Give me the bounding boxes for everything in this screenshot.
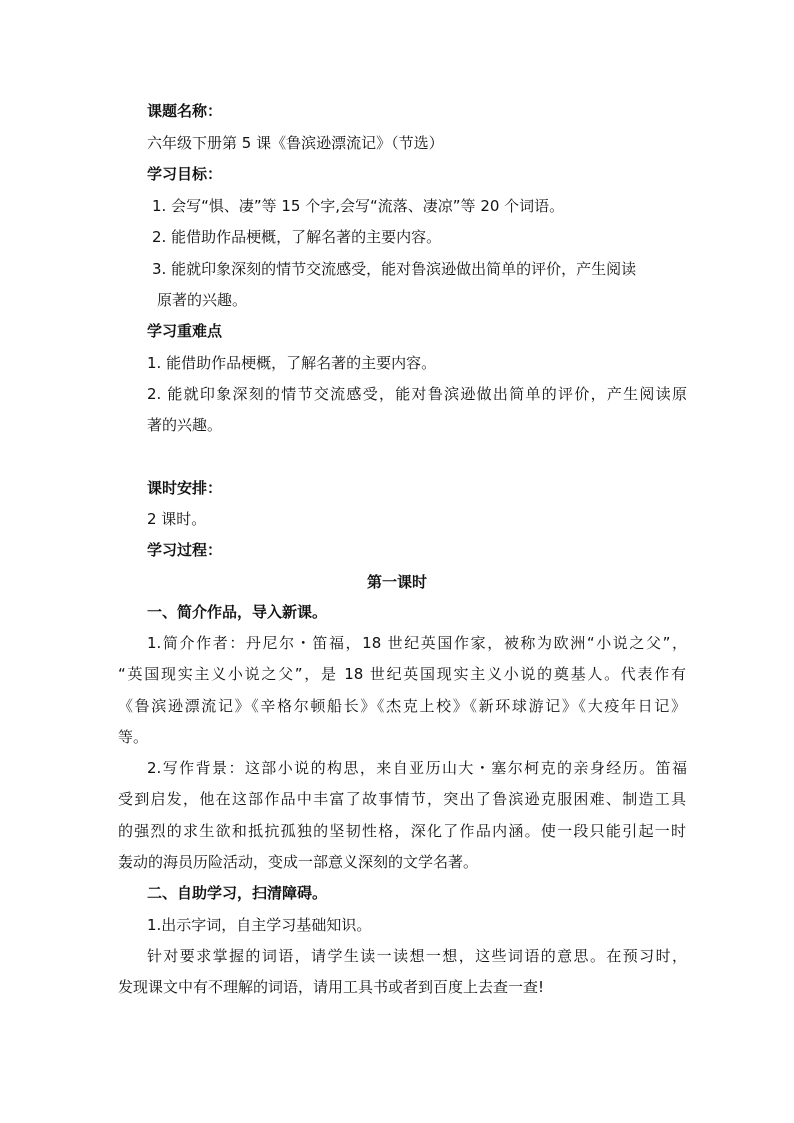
background-paragraph-line-1: 2.写作背景：这部小说的构思，来自亚历山大・塞尔柯克的亲身经历。笛福: [147, 759, 687, 777]
focus-point-2-continuation: 著的兴趣。: [147, 416, 223, 434]
background-paragraph-line-3: 的强烈的求生欲和抵抗孤独的坚韧性格，深化了作品内涵。使一段只能引起一时: [118, 822, 686, 840]
section-two-item-1: 1.出示字词，自主学习基础知识。: [147, 916, 372, 934]
instruction-paragraph-line-1: 针对要求掌握的词语，请学生读一读想一想，这些词语的意思。在预习时，: [147, 947, 687, 965]
intro-paragraph-line-1: 1.简介作者：丹尼尔・笛福，18 世纪英国作家，被称为欧洲“小说之父”，: [147, 634, 687, 652]
schedule-value: 2 课时。: [147, 510, 207, 528]
focus-heading: 学习重难点: [147, 322, 223, 340]
schedule-heading: 课时安排：: [147, 479, 223, 497]
process-heading: 学习过程：: [147, 541, 223, 559]
intro-paragraph-line-4: 等。: [118, 728, 149, 746]
instruction-paragraph-line-2: 发现课文中有不理解的词语，请用工具书或者到百度上去查一查!: [118, 978, 545, 996]
intro-paragraph-line-3: 《鲁滨逊漂流记》《辛格尔顿船长》《杰克上校》《新环球游记》《大疫年日记》: [118, 697, 686, 715]
focus-point-1: 1. 能借助作品梗概，了解名著的主要内容。: [147, 354, 437, 372]
objective-item-3-continuation: 原著的兴趣。: [157, 291, 248, 309]
objectives-heading: 学习目标：: [147, 165, 223, 183]
background-paragraph-line-4: 轰动的海员历险活动，变成一部意义深刻的文学名著。: [118, 853, 479, 871]
course-label: 课题名称：: [147, 102, 223, 120]
course-title: 六年级下册第 5 课《鲁滨逊漂流记》（节选）: [147, 134, 444, 152]
section-two-heading: 二、自助学习，扫清障碍。: [147, 884, 328, 902]
objective-item-2: 2. 能借助作品梗概，了解名著的主要内容。: [152, 228, 442, 246]
lesson-title: 第一课时: [366, 573, 427, 591]
intro-paragraph-line-2: “英国现实主义小说之父”，是 18 世纪英国现实主义小说的奠基人。代表作有: [118, 665, 686, 683]
section-one-heading: 一、简介作品，导入新课。: [147, 603, 328, 621]
focus-point-2: 2. 能就印象深刻的情节交流感受，能对鲁滨逊做出简单的评价，产生阅读原: [147, 385, 687, 403]
objective-item-1: 1. 会写“惧、凄”等 15 个字,会写“流落、凄凉”等 20 个词语。: [152, 197, 565, 215]
objective-item-3: 3. 能就印象深刻的情节交流感受，能对鲁滨逊做出简单的评价，产生阅读: [152, 260, 637, 278]
background-paragraph-line-2: 受到启发，他在这部作品中丰富了故事情节，突出了鲁滨逊克服困难、制造工具: [118, 790, 686, 808]
